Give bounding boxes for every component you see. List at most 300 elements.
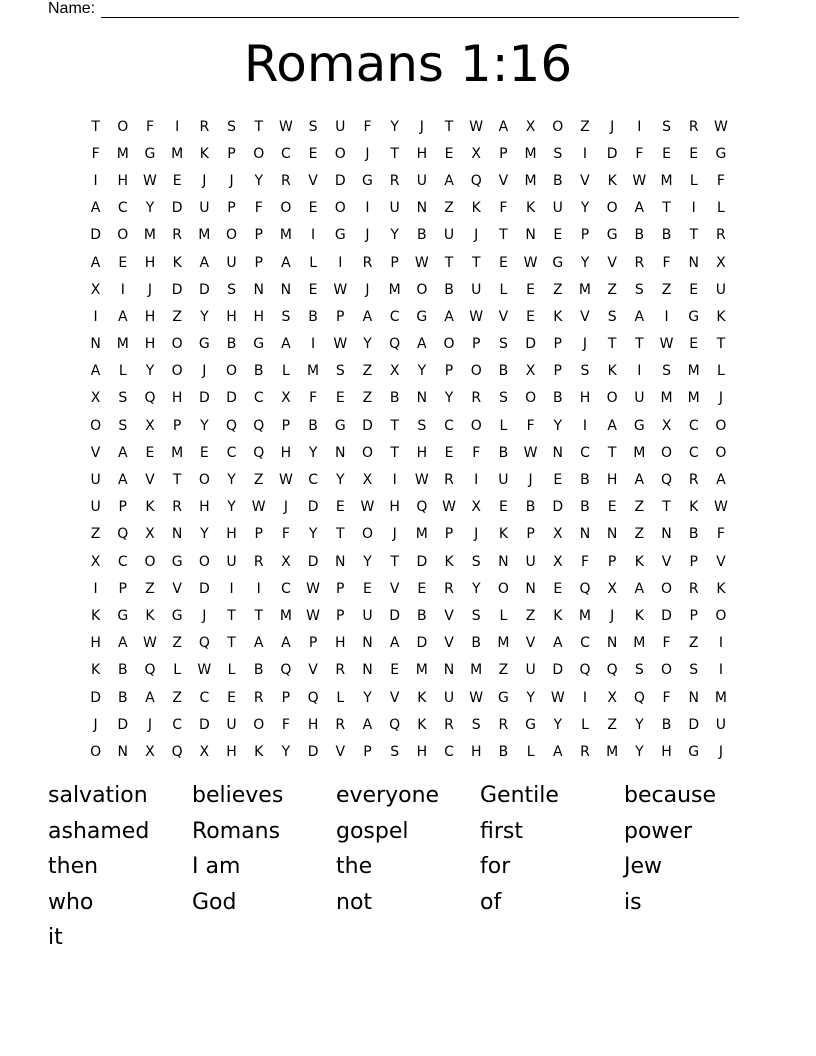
grid-letter: T: [607, 444, 617, 461]
word-list-item: of: [480, 889, 502, 915]
grid-letter: V: [335, 743, 346, 760]
grid-letter: P: [227, 200, 236, 217]
grid-letter: D: [198, 390, 210, 407]
grid-letter: Y: [336, 472, 345, 489]
puzzle-title: Romans 1:16: [243, 35, 573, 93]
grid-letter: P: [499, 145, 508, 162]
grid-letter: Q: [253, 444, 265, 461]
grid-letter: X: [552, 553, 563, 570]
grid-letter: W: [251, 499, 266, 516]
grid-letter: T: [607, 336, 617, 353]
grid-letter: D: [334, 172, 346, 189]
grid-letter: I: [311, 227, 316, 244]
grid-letter: X: [389, 363, 400, 380]
grid-letter: A: [117, 444, 128, 461]
grid-letter: Q: [117, 526, 129, 543]
grid-letter: A: [281, 336, 291, 353]
grid-letter: B: [552, 390, 563, 407]
grid-letter: Z: [362, 390, 373, 407]
grid-letter: W: [333, 336, 348, 353]
grid-letter: G: [497, 689, 509, 706]
grid-letter: R: [688, 580, 699, 597]
grid-letter: T: [444, 118, 454, 135]
grid-letter: V: [607, 254, 617, 271]
grid-letter: M: [171, 145, 184, 162]
grid-letter: K: [634, 553, 644, 570]
grid-letter: U: [552, 200, 563, 217]
grid-letter: Y: [308, 444, 318, 461]
grid-letter: I: [93, 172, 98, 189]
grid-letter: D: [90, 227, 101, 244]
grid-letter: Y: [200, 526, 209, 543]
grid-letter: B: [498, 444, 509, 461]
grid-letter: V: [498, 308, 509, 325]
grid-letter: C: [389, 308, 400, 325]
grid-letter: A: [362, 716, 373, 733]
grid-letter: X: [90, 390, 101, 407]
grid-letter: P: [444, 363, 454, 380]
grid-letter: L: [499, 417, 508, 434]
grid-letter: C: [253, 390, 264, 407]
grid-letter: B: [308, 308, 318, 325]
grid-letter: Q: [606, 662, 618, 679]
grid-letter: L: [717, 363, 725, 380]
grid-letter: Z: [172, 308, 182, 325]
grid-letter: D: [525, 336, 536, 353]
grid-letter: O: [334, 145, 346, 162]
grid-letter: B: [117, 689, 128, 706]
word-list-item: everyone: [336, 783, 440, 808]
grid-letter: V: [661, 553, 672, 570]
grid-letter: P: [227, 145, 236, 162]
grid-letter: Y: [200, 308, 209, 325]
grid-letter: O: [171, 336, 183, 353]
grid-letter: R: [580, 743, 590, 760]
grid-letter: J: [610, 607, 615, 624]
grid-letter: F: [281, 526, 290, 543]
grid-letter: W: [469, 308, 484, 325]
grid-letter: S: [471, 553, 481, 570]
grid-letter: N: [443, 662, 455, 679]
grid-letter: U: [362, 607, 373, 624]
grid-letter: E: [689, 336, 699, 353]
grid-letter: E: [363, 580, 372, 597]
grid-letter: N: [606, 635, 618, 652]
grid-letter: Q: [144, 390, 156, 407]
grid-letter: O: [715, 417, 727, 434]
grid-letter: Q: [307, 689, 319, 706]
grid-letter: F: [309, 390, 318, 407]
grid-letter: S: [471, 716, 481, 733]
grid-letter: S: [662, 363, 671, 380]
grid-letter: B: [308, 417, 318, 434]
grid-letter: U: [90, 499, 101, 516]
grid-letter: E: [498, 499, 508, 516]
grid-letter: D: [661, 607, 672, 624]
grid-letter: M: [687, 363, 700, 380]
grid-letter: N: [416, 200, 428, 217]
grid-letter: S: [498, 336, 508, 353]
grid-letter: A: [634, 308, 645, 325]
grid-letter: K: [526, 200, 536, 217]
grid-letter: O: [470, 363, 482, 380]
grid-letter: Y: [390, 118, 399, 135]
grid-letter: M: [633, 444, 646, 461]
grid-letter: N: [280, 281, 292, 298]
grid-letter: K: [417, 716, 427, 733]
grid-letter: N: [253, 281, 264, 298]
grid-letter: Y: [254, 172, 263, 189]
grid-letter: M: [660, 390, 673, 407]
grid-letter: S: [227, 281, 236, 298]
grid-letter: K: [91, 662, 101, 679]
grid-letter: R: [389, 172, 400, 189]
grid-letter: K: [172, 254, 182, 271]
grid-letter: K: [145, 607, 155, 624]
grid-letter: M: [116, 336, 129, 353]
grid-letter: L: [336, 689, 345, 706]
grid-letter: X: [607, 689, 617, 706]
grid-letter: Y: [417, 363, 427, 380]
grid-letter: E: [444, 145, 454, 162]
grid-letter: M: [660, 172, 673, 189]
grid-letter: L: [717, 200, 725, 217]
grid-letter: V: [525, 635, 536, 652]
grid-letter: S: [689, 662, 699, 679]
grid-letter: I: [474, 472, 479, 489]
grid-letter: P: [471, 336, 481, 353]
grid-letter: J: [610, 118, 615, 135]
grid-letter: L: [581, 716, 589, 733]
grid-letter: O: [226, 227, 238, 244]
grid-letter: F: [662, 689, 671, 706]
grid-letter: G: [715, 145, 727, 162]
grid-letter: P: [336, 607, 345, 624]
word-list-item: God: [192, 889, 237, 915]
grid-letter: H: [416, 743, 428, 760]
grid-letter: P: [553, 363, 562, 380]
grid-letter: O: [715, 607, 727, 624]
grid-letter: E: [553, 227, 563, 244]
grid-letter: V: [580, 172, 590, 189]
grid-letter: A: [117, 472, 128, 489]
grid-letter: L: [526, 743, 535, 760]
grid-letter: E: [417, 580, 427, 597]
grid-letter: V: [580, 308, 590, 325]
grid-letter: B: [661, 716, 672, 733]
grid-letter: G: [171, 553, 183, 570]
grid-letter: M: [143, 227, 157, 244]
grid-letter: Z: [90, 526, 101, 543]
grid-letter: N: [661, 526, 672, 543]
grid-letter: J: [365, 145, 370, 162]
grid-letter: P: [254, 526, 263, 543]
grid-letter: G: [606, 227, 618, 244]
grid-letter: T: [635, 336, 644, 353]
grid-letter: O: [606, 390, 618, 407]
grid-letter: A: [552, 743, 563, 760]
grid-letter: E: [444, 444, 454, 461]
grid-letter: M: [578, 281, 592, 298]
grid-letter: C: [308, 472, 318, 489]
grid-letter: A: [444, 308, 454, 325]
grid-letter: M: [415, 526, 428, 543]
grid-letter: T: [227, 635, 236, 652]
grid-letter: O: [361, 526, 373, 543]
grid-letter: Z: [145, 580, 155, 597]
grid-letter: M: [415, 662, 428, 679]
grid-letter: K: [199, 145, 209, 162]
grid-letter: V: [444, 635, 454, 652]
grid-letter: K: [444, 553, 454, 570]
grid-letter: J: [147, 281, 153, 298]
grid-letter: S: [227, 118, 236, 135]
grid-letter: B: [471, 635, 482, 652]
grid-letter: T: [390, 553, 399, 570]
grid-letter: A: [90, 200, 101, 217]
grid-letter: U: [471, 281, 482, 298]
grid-letter: W: [414, 472, 429, 489]
grid-letter: A: [281, 254, 291, 271]
grid-letter: H: [470, 743, 482, 760]
grid-letter: S: [553, 145, 563, 162]
grid-letter: K: [498, 526, 508, 543]
grid-letter: T: [336, 526, 345, 543]
grid-letter: K: [716, 580, 726, 597]
grid-letter: C: [444, 743, 454, 760]
grid-letter: S: [335, 363, 345, 380]
grid-letter: E: [553, 580, 563, 597]
grid-letter: W: [143, 172, 157, 189]
grid-letter: B: [552, 172, 563, 189]
grid-letter: X: [145, 526, 155, 543]
grid-letter: D: [552, 662, 564, 679]
grid-letter: L: [173, 662, 182, 679]
grid-letter: R: [172, 227, 183, 244]
grid-letter: O: [198, 472, 210, 489]
grid-letter: W: [713, 499, 728, 516]
grid-letter: D: [198, 281, 210, 298]
grid-letter: O: [525, 390, 537, 407]
grid-letter: Z: [552, 281, 563, 298]
grid-letter: G: [525, 716, 537, 733]
grid-letter: W: [469, 118, 484, 135]
grid-letter: R: [471, 390, 482, 407]
grid-letter: U: [525, 553, 536, 570]
grid-letter: W: [360, 499, 375, 516]
grid-letter: T: [254, 118, 263, 135]
grid-letter: G: [253, 336, 265, 353]
grid-letter: I: [582, 145, 588, 162]
grid-letter: T: [471, 254, 481, 271]
grid-letter: I: [229, 580, 234, 597]
grid-letter: W: [414, 254, 429, 271]
grid-letter: K: [145, 499, 155, 516]
grid-letter: D: [226, 390, 237, 407]
grid-letter: O: [715, 444, 727, 461]
grid-letter: M: [578, 607, 592, 624]
grid-letter: A: [552, 635, 563, 652]
grid-letter: H: [661, 743, 672, 760]
grid-letter: A: [253, 635, 264, 652]
grid-letter: G: [334, 227, 346, 244]
grid-letter: E: [172, 172, 182, 189]
grid-letter: Z: [661, 281, 672, 298]
grid-letter: V: [308, 172, 318, 189]
grid-letter: H: [307, 716, 319, 733]
grid-letter: U: [226, 254, 237, 271]
grid-letter: J: [419, 118, 424, 135]
name-field: [48, 0, 739, 18]
grid-letter: F: [254, 200, 263, 217]
grid-letter: A: [117, 635, 128, 652]
grid-letter: U: [525, 662, 536, 679]
grid-letter: G: [688, 308, 700, 325]
grid-letter: H: [416, 145, 428, 162]
grid-letter: V: [308, 662, 318, 679]
grid-letter: H: [253, 308, 264, 325]
letter-grid: [82, 113, 735, 766]
grid-letter: H: [579, 390, 591, 407]
grid-letter: G: [198, 336, 210, 353]
grid-letter: E: [498, 254, 508, 271]
grid-letter: Z: [444, 200, 454, 217]
grid-letter: Q: [280, 662, 292, 679]
grid-letter: R: [253, 689, 264, 706]
grid-letter: Y: [471, 580, 481, 597]
grid-letter: Y: [281, 743, 291, 760]
grid-letter: A: [498, 118, 509, 135]
grid-letter: I: [718, 635, 723, 652]
grid-letter: U: [634, 390, 645, 407]
grid-letter: I: [582, 689, 588, 706]
grid-letter: J: [93, 716, 98, 733]
grid-letter: P: [118, 580, 127, 597]
grid-letter: N: [579, 526, 591, 543]
grid-letter: O: [90, 417, 102, 434]
grid-letter: J: [202, 363, 207, 380]
grid-letter: V: [90, 444, 101, 461]
grid-letter: Y: [145, 200, 155, 217]
grid-letter: I: [664, 308, 669, 325]
grid-letter: J: [147, 716, 153, 733]
grid-letter: U: [498, 472, 509, 489]
grid-letter: W: [306, 607, 321, 624]
grid-letter: R: [688, 472, 699, 489]
grid-letter: H: [144, 254, 156, 271]
grid-letter: O: [90, 743, 102, 760]
grid-letter: C: [172, 716, 183, 733]
grid-letter: U: [199, 200, 210, 217]
grid-letter: P: [254, 227, 263, 244]
grid-letter: N: [525, 580, 536, 597]
grid-letter: M: [116, 145, 129, 162]
grid-letter: E: [689, 281, 699, 298]
grid-letter: P: [689, 553, 698, 570]
grid-letter: F: [145, 118, 154, 135]
grid-letter: W: [143, 635, 157, 652]
grid-letter: Z: [580, 118, 590, 135]
grid-letter: G: [633, 417, 645, 434]
grid-letter: N: [117, 743, 129, 760]
grid-letter: Q: [661, 472, 673, 489]
grid-letter: X: [471, 145, 482, 162]
grid-letter: B: [417, 607, 427, 624]
grid-letter: M: [606, 743, 619, 760]
grid-letter: T: [390, 444, 399, 461]
grid-letter: P: [281, 689, 291, 706]
grid-letter: Q: [579, 662, 591, 679]
grid-letter: C: [688, 444, 699, 461]
grid-letter: F: [716, 526, 725, 543]
word-list-item: is: [624, 889, 642, 915]
grid-letter: J: [365, 281, 370, 298]
grid-letter: V: [444, 607, 454, 624]
grid-letter: S: [118, 390, 128, 407]
grid-letter: N: [552, 444, 564, 461]
grid-letter: K: [471, 200, 481, 217]
grid-letter: F: [91, 145, 100, 162]
grid-letter: T: [662, 200, 671, 217]
grid-letter: X: [281, 553, 291, 570]
grid-letter: I: [392, 472, 397, 489]
grid-letter: M: [687, 390, 700, 407]
grid-letter: M: [524, 172, 537, 189]
grid-letter: Y: [553, 716, 563, 733]
word-list-item: power: [624, 818, 692, 844]
grid-letter: N: [362, 635, 373, 652]
grid-letter: T: [227, 607, 236, 624]
grid-letter: D: [606, 145, 618, 162]
grid-letter: U: [715, 716, 727, 733]
grid-letter: G: [117, 607, 129, 624]
grid-letter: I: [256, 580, 261, 597]
grid-letter: J: [718, 743, 723, 760]
grid-letter: C: [281, 580, 291, 597]
grid-letter: T: [91, 118, 100, 135]
grid-letter: N: [688, 689, 699, 706]
grid-letter: B: [661, 227, 672, 244]
grid-letter: W: [197, 662, 212, 679]
grid-letter: P: [580, 227, 590, 244]
grid-letter: S: [281, 308, 291, 325]
grid-letter: T: [662, 499, 671, 516]
grid-letter: W: [523, 254, 538, 271]
word-list-item: first: [480, 818, 523, 844]
word-list-item: then: [48, 854, 99, 879]
grid-letter: O: [661, 444, 673, 461]
grid-letter: Y: [227, 472, 236, 489]
grid-letter: S: [662, 118, 671, 135]
grid-letter: S: [607, 308, 617, 325]
grid-letter: U: [226, 553, 237, 570]
grid-letter: O: [416, 281, 428, 298]
grid-letter: Y: [526, 689, 535, 706]
grid-letter: I: [93, 580, 98, 597]
grid-letter: E: [227, 689, 236, 706]
grid-letter: B: [444, 281, 454, 298]
grid-letter: G: [688, 743, 700, 760]
grid-letter: Y: [308, 526, 318, 543]
grid-letter: C: [226, 444, 237, 461]
grid-letter: A: [362, 308, 373, 325]
grid-letter: O: [552, 118, 564, 135]
grid-letter: G: [171, 607, 183, 624]
grid-letter: J: [474, 227, 479, 244]
grid-letter: K: [417, 689, 427, 706]
grid-letter: I: [311, 336, 316, 353]
grid-letter: F: [499, 200, 508, 217]
